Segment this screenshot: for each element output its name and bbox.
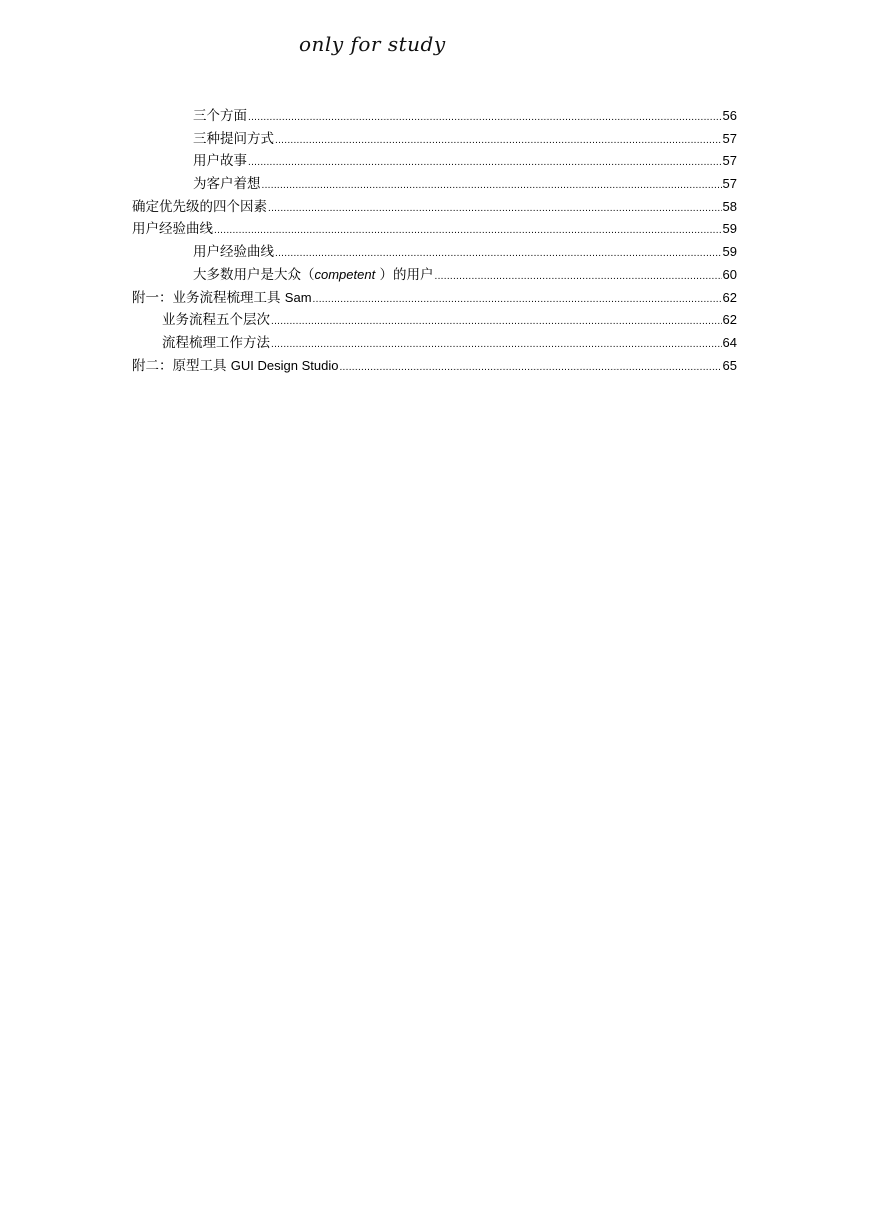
toc-entry[interactable] — [132, 218, 737, 241]
toc-entry-title-part: ）的用户 — [375, 266, 434, 283]
toc-entry[interactable] — [132, 196, 737, 219]
toc-page-number: 57 — [722, 153, 737, 169]
toc-entry[interactable] — [132, 264, 737, 287]
table-of-contents — [132, 105, 737, 377]
toc-page-number: 56 — [722, 108, 737, 123]
toc-entry-title — [193, 173, 261, 196]
toc-entry[interactable] — [132, 309, 737, 332]
toc-entry[interactable] — [132, 241, 737, 264]
toc-entry-title-part: Sam — [284, 289, 312, 305]
toc-entry[interactable] — [132, 173, 737, 196]
toc-entry-title — [162, 309, 270, 332]
toc-entry-title-part: 三种提问方式 — [193, 130, 274, 147]
toc-dot-leader — [262, 175, 722, 198]
toc-entry-title-part: 业务流程五个层次 — [162, 312, 270, 329]
toc-page-number: 57 — [722, 176, 737, 192]
toc-entry-title-part: 附一：业务流程梳理工具 — [132, 289, 285, 306]
toc-entry-title — [132, 355, 338, 378]
toc-entry-title-part: 大多数用户是大众（ — [193, 266, 315, 283]
toc-dot-leader — [313, 289, 722, 312]
toc-entry[interactable] — [132, 150, 737, 173]
toc-entry-title — [193, 150, 247, 173]
toc-entry[interactable] — [132, 332, 737, 355]
toc-page-number: 59 — [722, 221, 737, 237]
toc-entry-title — [132, 196, 267, 219]
toc-page-number: 57 — [722, 130, 737, 146]
toc-page-number: 64 — [722, 334, 737, 350]
toc-entry[interactable] — [132, 355, 737, 378]
toc-page-number: 58 — [722, 198, 737, 214]
toc-entry-title-part: 用户经验曲线 — [193, 244, 274, 261]
toc-entry-title — [193, 264, 434, 287]
toc-entry-title-part: competent — [314, 266, 376, 282]
toc-entry-title-part: 为客户着想 — [193, 176, 261, 193]
toc-dot-leader — [268, 198, 722, 221]
toc-entry[interactable] — [132, 128, 737, 151]
toc-dot-leader — [275, 243, 722, 266]
toc-dot-leader — [339, 357, 721, 380]
toc-entry-title — [162, 332, 270, 355]
toc-page-number: 62 — [722, 289, 737, 305]
toc-page-number: 62 — [722, 312, 737, 328]
toc-dot-leader — [271, 334, 722, 357]
toc-entry-title — [193, 241, 274, 264]
toc-entry-title — [193, 128, 274, 151]
toc-entry-title-part: 附二：原型工具 — [132, 357, 231, 374]
toc-entry-title — [132, 218, 213, 241]
page-header: only for study — [299, 32, 446, 56]
toc-entry-title-part: 用户故事 — [193, 153, 247, 170]
toc-entry[interactable] — [132, 105, 737, 128]
toc-page-number: 60 — [722, 266, 737, 282]
toc-entry[interactable] — [132, 287, 737, 310]
toc-entry-title-part: 流程梳理工作方法 — [162, 334, 270, 351]
toc-dot-leader — [248, 152, 722, 175]
toc-dot-leader — [248, 107, 722, 130]
toc-entry-title-part: 用户经验曲线 — [132, 221, 213, 238]
toc-page-number: 65 — [722, 357, 737, 373]
toc-entry-title-part: GUI Design Studio — [230, 357, 339, 373]
toc-entry-title — [132, 287, 312, 310]
toc-dot-leader — [271, 311, 722, 334]
toc-entry-title-part: 确定优先级的四个因素 — [132, 198, 267, 215]
toc-dot-leader — [214, 220, 722, 243]
toc-dot-leader — [275, 130, 722, 153]
toc-entry-title — [193, 105, 247, 128]
toc-entry-title-part: 三个方面 — [193, 108, 247, 124]
toc-dot-leader — [435, 266, 722, 289]
toc-page-number: 59 — [722, 244, 737, 260]
